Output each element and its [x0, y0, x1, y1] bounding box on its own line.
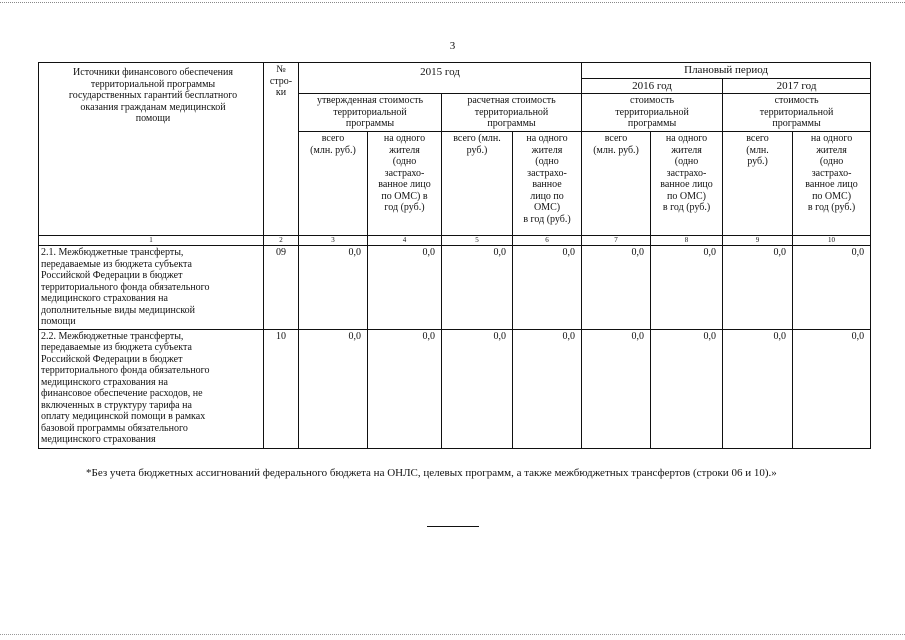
value-cell: 0,0	[651, 329, 723, 448]
header-per-resident-2015-approved: на одного жителя (одно застрахо- ванное лицо по ОМС) в год (руб.)	[368, 132, 442, 236]
header-line-number: № стро- ки	[264, 63, 299, 236]
value-cell: 0,0	[793, 246, 871, 330]
value-cell: 0,0	[299, 246, 368, 330]
header-estimated-cost: расчетная стоимость территориальной программы	[442, 94, 582, 132]
header-total-2016: всего (млн. руб.)	[582, 132, 651, 236]
column-number: 10	[793, 236, 871, 246]
value-cell: 0,0	[299, 329, 368, 448]
row-label: 2.1. Межбюджетные трансферты, передаваемые из бюджета субъекта Российской Федерации в бюджет территориального фонда обязательного медицинского страхования на дополнительные виды медицинской помощи	[39, 246, 264, 330]
header-cost-2017: стоимость территориальной программы	[723, 94, 871, 132]
financing-table	[38, 62, 871, 449]
value-cell: 0,0	[513, 329, 582, 448]
header-sources: Источники финансового обеспечения территориальной программы государственных гарантий бесплатного оказания гражданам медицинской помощи	[39, 63, 264, 236]
table-row	[39, 246, 871, 330]
header-per-resident-2017: на одного жителя (одно застрахо- ванное лицо по ОМС) в год (руб.)	[793, 132, 871, 236]
value-cell: 0,0	[442, 329, 513, 448]
column-number: 2	[264, 236, 299, 246]
column-number: 5	[442, 236, 513, 246]
row-line-number: 09	[264, 246, 299, 330]
value-cell: 0,0	[368, 329, 442, 448]
column-number: 9	[723, 236, 793, 246]
column-number-row	[39, 236, 871, 246]
end-rule	[427, 526, 479, 527]
column-number: 7	[582, 236, 651, 246]
value-cell: 0,0	[513, 246, 582, 330]
value-cell: 0,0	[582, 329, 651, 448]
table-row	[39, 329, 871, 448]
header-total-2017: всего (млн. руб.)	[723, 132, 793, 236]
value-cell: 0,0	[723, 329, 793, 448]
header-per-resident-2016: на одного жителя (одно застрахо- ванное лицо по ОМС) в год (руб.)	[651, 132, 723, 236]
header-year-2016: 2016 год	[582, 78, 723, 94]
row-label: 2.2. Межбюджетные трансферты, передаваемые из бюджета субъекта Российской Федерации в бюджет территориального фонда обязательного медицинского страхования на финансовое обеспечение расходов, не включенных в структуру тарифа на оплату медицинской помощи в рамках базовой программы обязательного медицинского страхования	[39, 329, 264, 448]
value-cell: 0,0	[442, 246, 513, 330]
value-cell: 0,0	[368, 246, 442, 330]
header-total-2015-estimated: всего (млн. руб.)	[442, 132, 513, 236]
column-number: 8	[651, 236, 723, 246]
footnote: *Без учета бюджетных ассигнований федерального бюджета на ОНЛС, целевых программ, а также межбюджетных трансфертов (строки 06 и 10).»	[86, 467, 777, 479]
column-number: 6	[513, 236, 582, 246]
column-number: 4	[368, 236, 442, 246]
value-cell: 0,0	[582, 246, 651, 330]
header-total-2015-approved: всего (млн. руб.)	[299, 132, 368, 236]
header-year-2015: 2015 год	[299, 63, 582, 94]
column-number: 1	[39, 236, 264, 246]
header-cost-2016: стоимость территориальной программы	[582, 94, 723, 132]
row-line-number: 10	[264, 329, 299, 448]
column-number: 3	[299, 236, 368, 246]
page-number: 3	[449, 40, 456, 52]
header-approved-cost: утвержденная стоимость территориальной программы	[299, 94, 442, 132]
header-year-2017: 2017 год	[723, 78, 871, 94]
header-planned-period: Плановый период	[582, 63, 871, 79]
scan-edge-bottom	[0, 634, 905, 635]
value-cell: 0,0	[723, 246, 793, 330]
value-cell: 0,0	[793, 329, 871, 448]
header-per-resident-2015-estimated: на одного жителя (одно застрахо- ванное лицо по ОМС) в год (руб.)	[513, 132, 582, 236]
scan-edge-top	[0, 2, 905, 3]
value-cell: 0,0	[651, 246, 723, 330]
